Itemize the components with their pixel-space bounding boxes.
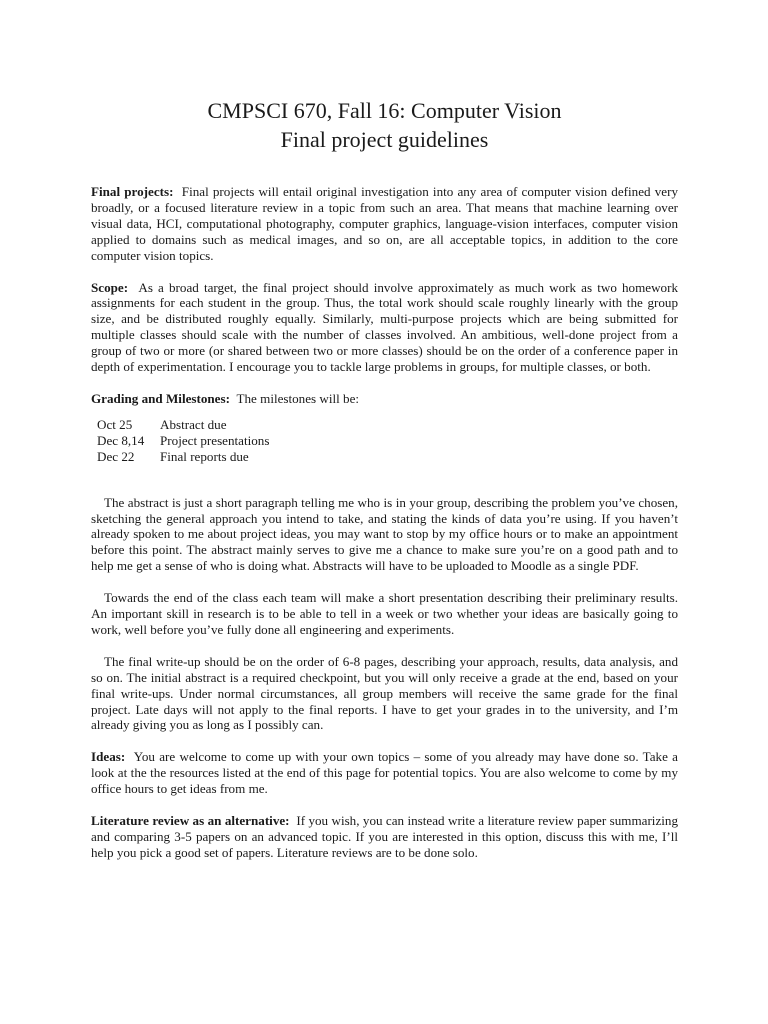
course-title: CMPSCI 670, Fall 16: Computer Vision (207, 98, 562, 123)
scope-text: As a broad target, the final project should involve approximately as much work as two homework assignments for each student in the group. Thus, the total work should scale roughly linearly with the group size, and be distributed roughly equally. Similarly, multi-purpose projects which are being submitted for multiple classes should scale with the number of classes involved. An ambitious, well-done project from a group of two or more (or shared between two or more classes) should be on the order of a conference paper in depth of experimentation. I encourage you to tackle large problems in groups, for multiple classes, or both. (91, 279, 678, 375)
final-projects-text: Final projects will entail original investigation into any area of computer vision defined very broadly, or a focused literature review in a topic from such an area. That means that machine learning over visual data, HCI, computational photography, computer graphics, language-vision interfaces, computer vision applied to domains such as medical images, and so on, are all acceptable topics, in addition to the core computer vision topics. (91, 184, 678, 263)
milestone-row (97, 417, 269, 433)
milestone-date: Dec 22 (97, 448, 135, 464)
writeup-paragraph: The final write-up should be on the order of 6-8 pages, describing your approach, results, data analysis, and so on. The initial abstract is a required checkpoint, but you will only receive a grade at the end, based on your final write-ups. Under normal circumstances, all group members will receive the same grade for the final project. Late days will not apply to the final reports. I have to get your grades in to the university, and I’m already giving you as long as I possibly can. (91, 653, 678, 733)
scope-heading: Scope: (91, 279, 129, 295)
grading-heading: Grading and Milestones: (91, 390, 230, 406)
milestone-item: Project presentations (160, 432, 270, 448)
ideas-heading: Ideas: (91, 749, 126, 765)
grading-paragraph (91, 391, 678, 407)
document-title: Final project guidelines (280, 127, 489, 152)
lit-review-text: If you wish, you can instead write a literature review paper summarizing and comparing 3-5 papers on an advanced topic. If you are interested in this option, discuss this with me, I’ll help you pick a good set of papers. Literature reviews are to be done solo. (91, 813, 678, 860)
final-projects-paragraph (91, 184, 678, 264)
ideas-text: You are welcome to come up with your own topics – some of you already may have done so. Take a look at the the resources listed at the end of this page for potential topics. You are also welcome to come by my office hours to get ideas from me. (91, 749, 678, 797)
milestone-row (97, 449, 269, 465)
milestone-item: Abstract due (160, 416, 227, 432)
lit-review-heading: Literature review as an alternative: (91, 813, 290, 829)
milestone-row (97, 433, 269, 449)
milestones-table (97, 417, 269, 465)
title-block (91, 96, 678, 154)
scope-paragraph (91, 280, 678, 375)
presentation-paragraph: Towards the end of the class each team will make a short presentation describing their preliminary results. An important skill in research is to be able to tell in a week or two whether your ideas are basically going to work, well before you’ve fully done all engineering and experiments. (91, 590, 678, 637)
milestone-date: Oct 25 (97, 416, 133, 432)
milestone-item: Final reports due (160, 448, 249, 464)
milestone-date: Dec 8,14 (97, 432, 145, 448)
lit-review-paragraph (91, 813, 678, 861)
final-projects-heading: Final projects: (91, 184, 174, 199)
grading-text: The milestones will be: (236, 390, 360, 406)
ideas-paragraph (91, 749, 678, 797)
document-page (91, 96, 678, 877)
abstract-paragraph: The abstract is just a short paragraph telling me who is in your group, describing the problem you’ve chosen, sketching the general approach you intend to take, and stating the kinds of data you’re using. If you haven’t already spoken to me about project ideas, you may want to stop by my office hours or to make an appointment before this point. The abstract mainly serves to give me a chance to make sure you’re on a good path and to help me get a sense of who is doing what. Abstracts will have to be uploaded to Moodle as a single PDF. (91, 494, 678, 574)
